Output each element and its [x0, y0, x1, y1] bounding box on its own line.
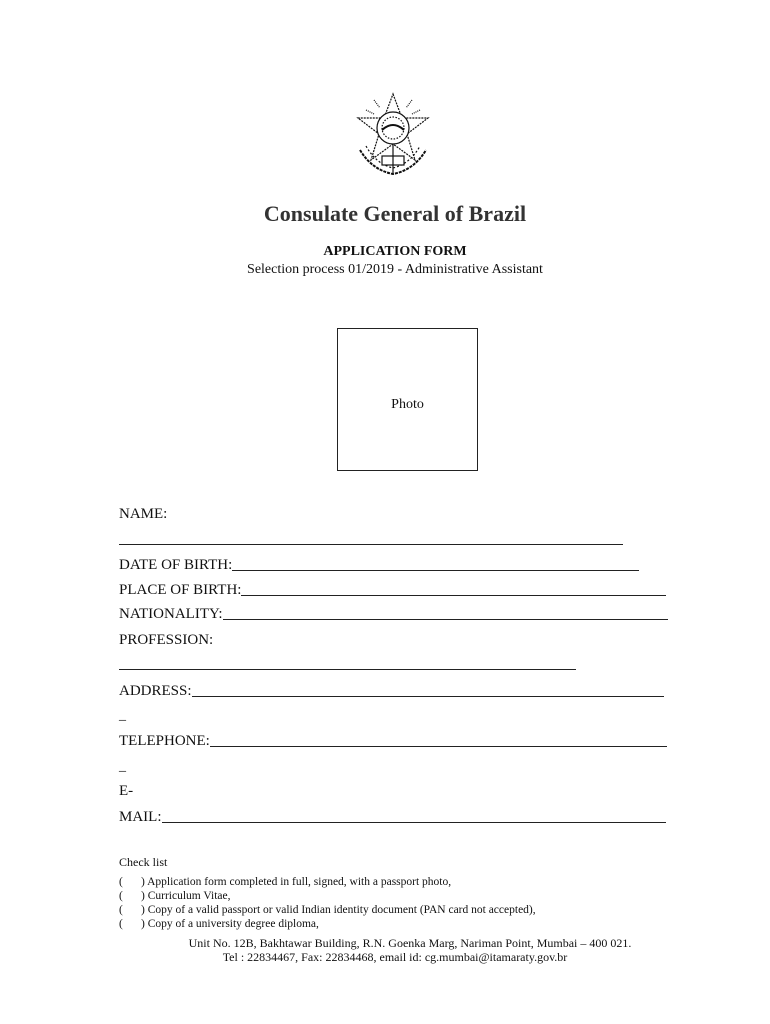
profession-input-line[interactable] [119, 669, 576, 670]
footer-contact: Tel : 22834467, Fax: 22834468, email id: cg.mumbai@itamaraty.gov.br [222, 950, 568, 964]
photo-box [337, 328, 478, 471]
telephone-input-line[interactable] [210, 745, 667, 747]
nationality-field [119, 606, 668, 623]
place-of-birth-label: PLACE OF BIRTH: [119, 582, 242, 598]
checklist-item[interactable] [119, 890, 230, 902]
email-input-line[interactable] [162, 821, 666, 823]
form-subtitle: Selection process 01/2019 - Administrative Assistant [247, 262, 543, 277]
photo-label: Photo [391, 397, 424, 412]
date-of-birth-label: DATE OF BIRTH: [119, 557, 233, 573]
date-of-birth-input-line[interactable] [232, 569, 639, 571]
checkbox-bracket[interactable]: ( [119, 904, 123, 916]
address-label: ADDRESS: [119, 683, 192, 699]
email-label-prefix: E- [119, 783, 134, 799]
place-of-birth-input-line[interactable] [241, 594, 666, 596]
nationality-label: NATIONALITY: [119, 606, 223, 622]
telephone-field [119, 733, 667, 750]
date-of-birth-field [119, 557, 639, 574]
checklist-item-text: ) Copy of a valid passport or valid Indian identity document (PAN card not accepted), [141, 904, 536, 916]
checkbox-bracket[interactable]: ( [119, 876, 123, 888]
telephone-label: TELEPHONE: [119, 733, 210, 749]
footer-address: Unit No. 12B, Bakhtawar Building, R.N. Goenka Marg, Nariman Point, Mumbai – 400 021. [188, 936, 632, 950]
checkbox-bracket[interactable]: ( [119, 918, 123, 930]
place-of-birth-field [119, 582, 666, 599]
page-title: Consulate General of Brazil [263, 201, 527, 226]
checklist-title: Check list [119, 855, 168, 869]
checklist-item-text: ) Application form completed in full, signed, with a passport photo, [141, 876, 452, 888]
email-label: MAIL: [119, 809, 162, 825]
name-label: NAME: [119, 506, 168, 522]
nationality-input-line[interactable] [223, 618, 668, 620]
address-input-line[interactable] [192, 695, 664, 697]
form-title: APPLICATION FORM [323, 244, 467, 259]
profession-field [119, 632, 213, 649]
address-field [119, 683, 664, 700]
checklist-item-text: ) Curriculum Vitae, [141, 890, 231, 902]
checklist-item-text: ) Copy of a university degree diploma, [141, 918, 319, 930]
checklist-item[interactable] [119, 904, 536, 916]
email-field [119, 809, 666, 826]
checklist-item[interactable] [119, 918, 319, 930]
checklist-item[interactable] [119, 876, 451, 888]
brazil-coat-of-arms-emblem [352, 90, 434, 180]
address-overflow-mark: _ [119, 708, 126, 723]
name-field [119, 506, 167, 523]
checkbox-bracket[interactable]: ( [119, 890, 123, 902]
telephone-overflow-mark: _ [119, 759, 126, 774]
profession-label: PROFESSION: [119, 632, 214, 648]
email-label-part1 [119, 783, 133, 800]
name-input-line[interactable] [119, 544, 623, 545]
